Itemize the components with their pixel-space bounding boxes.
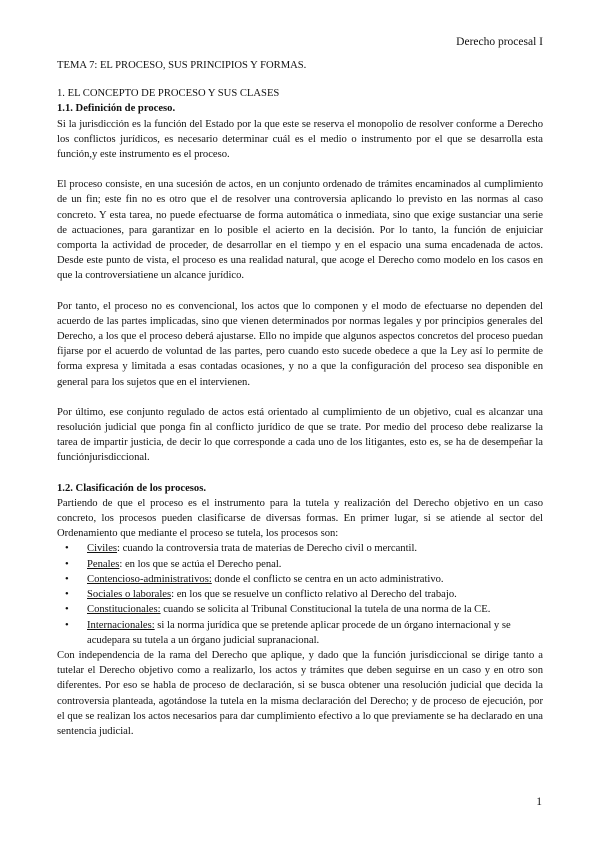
list-item (87, 618, 543, 648)
document-body (57, 58, 543, 739)
list-item-text: : en los que se actúa el Derecho penal. (119, 558, 282, 570)
list-item (87, 572, 543, 587)
list-item-text: : en los que se resuelve un conflicto relativo al Derecho del trabajo. (171, 589, 457, 601)
section-heading: 1. EL CONCEPTO DE PROCESO Y SUS CLASES (57, 88, 280, 100)
subsection-heading-classification: 1.2. Clasificación de los procesos. (57, 482, 206, 494)
document-title: TEMA 7: EL PROCESO, SUS PRINCIPIOS Y FORMAS. (57, 60, 307, 71)
list-item-term: Penales (87, 558, 120, 570)
subsection-heading-definition: 1.1. Definición de proceso. (57, 103, 176, 115)
list-item (87, 587, 543, 602)
list-item-term: Internacionales: (87, 619, 155, 631)
list-item-term: Sociales o laborales (87, 589, 172, 601)
paragraph-3: Por tanto, el proceso no es convencional, los actos que lo componen y el modo de efectuarse no dependen del acuerdo de las partes implicadas, sino que vienen determinados por normas legales y por principios generales del Derecho, a los que el proceso deberá ajustarse. Ello no impide que algunos aspectos concretos del proceso puedan fijarse por el acuerdo de voluntad de las partes, pero cuando esto sucede obedece a que la Ley así lo permite de forma expresa y limitada a esas contadas ocasiones, y no a que la configuración del proceso sea disponible en general para los sujetos que en el intervienen. (57, 300, 543, 388)
paragraph-2: El proceso consiste, en una sucesión de actos, en un conjunto ordenado de trámites encaminados al cumplimiento de un fin; este fin no es otro que el de resolver una controversia aplicando lo previsto en las normas al caso concreto. Y esta tarea, no puede efectuarse de forma automática o inmediata, sino que exige sustanciar una serie de actuaciones, para garantizar en lo posible el acierto en la decisión. Por lo tanto, la función de enjuiciar comporta la actividad de proceder, de desarrollar en el tiempo y en el espacio una suma encadenada de actos. Desde este punto de vista, el proceso es una realidad natural, que acoge el Derecho como modelo en los casos en que la controversiatiene un alcance jurídico. (57, 179, 543, 282)
page-number: 1 (536, 796, 542, 808)
list-item (87, 557, 543, 572)
paragraph-1: Si la jurisdicción es la función del Estado por la que este se reserva el monopolio de resolver conforme a Derecho los conflictos jurídicos, es necesario determinar cuál es el medio o instrumento por el que se desarrolla esta función,y este instrumento es el proceso. (57, 118, 543, 161)
list-item-text: : cuando la controversia trata de materias de Derecho civil o mercantil. (117, 543, 418, 555)
paragraph-4: Por último, ese conjunto regulado de actos está orientado al cumplimiento de un objetivo, cual es alcanzar una resolución judicial que ponga fin al conflicto jurídico de que se trate. Por medio del proceso debe realizarse la tarea de impartir justicia, de decir lo que corresponde a cada uno de los litigantes, esto es, se ha de desempeñar la funciónjurisdiccional. (57, 406, 543, 464)
paragraph-6: Con independencia de la rama del Derecho que aplique, y dado que la función jurisdiccional se dirige tanto a tutelar el Derecho objetivo como a realizarlo, los actos y trámites que deben seguirse en un caso y en otro son diferentes. Por eso se habla de proceso de declaración, si se busca obtener una resolución judicial que decida la controversia planteada, agotándose la tutela en la misma declaración del Derecho; y de proceso de ejecución, por el que se realizan los actos necesarios para dar cumplimiento efectivo a lo que previamente se ha declarado en una sentencia judicial. (57, 649, 543, 737)
list-item-term: Contencioso-administrativos: (87, 573, 212, 585)
process-types-list (57, 541, 543, 647)
list-item-text: donde el conflicto se centra en un acto administrativo. (211, 573, 444, 585)
list-item-text: cuando se solicita al Tribunal Constitucional la tutela de una norma de la CE. (160, 604, 491, 616)
list-item (87, 541, 543, 556)
list-item-term: Constitucionales: (87, 604, 161, 616)
paragraph-5: Partiendo de que el proceso es el instrumento para la tutela y realización del Derecho objetivo en un caso concreto, los procesos pueden clasificarse de diversas formas. En primer lugar, si se atiende al sector del Ordenamiento que mediante el proceso se tutela, los procesos son: (57, 497, 543, 540)
list-item (87, 602, 543, 617)
list-item-text: si la norma jurídica que se pretende aplicar procede de un órgano internacional y se acudepara su tutela a un órgano judicial supranacional. (87, 619, 511, 646)
running-header: Derecho procesal I (456, 36, 543, 48)
list-item-term: Civiles (87, 543, 118, 555)
